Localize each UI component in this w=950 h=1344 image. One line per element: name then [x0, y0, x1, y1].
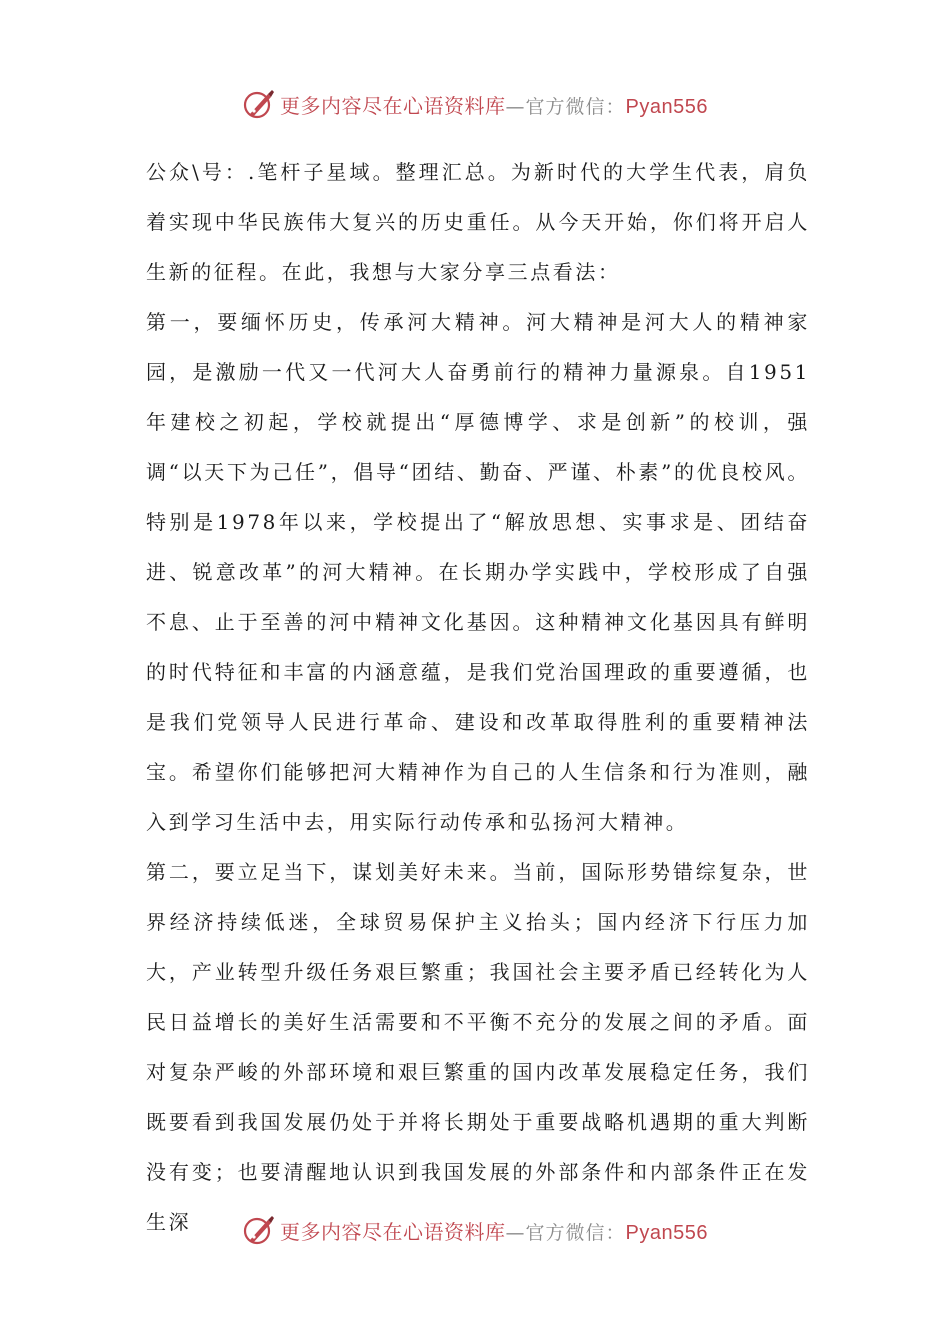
paragraph-first-point: 第一，要缅怀历史，传承河大精神。河大精神是河大人的精神家园，是激励一代又一代河大人奋勇前行的精神力量源泉。自1951年建校之初起，学校就提出“厚德博学、求是创新”的校训，强调“以天下为己任”，倡导“团结、勤奋、严谨、朴素”的优良校风。特别是1978年以来，学校提出了“解放思想、实事求是、团结奋进、锐意改革”的河大精神。在长期办学实践中，学校形成了自强不息、止于至善的河中精神文化基因。这种精神文化基因具有鲜明的时代特征和丰富的内涵意蕴，是我们党治国理政的重要遵循，也是我们党领导人民进行革命、建设和改革取得胜利的重要精神法宝。希望你们能够把河大精神作为自己的人生信条和行为准则，融入到学习生活中去，用实际行动传承和弘扬河大精神。	[146, 310, 810, 834]
footer-dash-text: —官方微信：	[505, 1221, 626, 1244]
header-banner-text	[280, 90, 708, 119]
paragraph-second-point: 第二，要立足当下，谋划美好未来。当前，国际形势错综复杂，世界经济持续低迷，全球贸易保护主义抬头；国内经济下行压力加大，产业转型升级任务艰巨繁重；我国社会主要矛盾已经转化为人民日益增长的美好生活需要和不平衡不充分的发展之间的矛盾。面对复杂严峻的外部环境和艰巨繁重的国内改革发展稳定任务，我们既要看到我国发展仍处于并将长期处于重要战略机遇期的重大判断没有变；也要清醒地认识到我国发展的外部条件和内部条件正在发生深	[146, 860, 810, 1234]
pen-nib-logo-icon	[242, 87, 276, 121]
header-dash-text: —官方微信：	[505, 95, 626, 118]
document-body	[146, 147, 810, 1247]
footer-site-text: 更多内容尽在心语资料库	[280, 1219, 506, 1244]
header-wechat-id: Pyan556	[625, 95, 708, 118]
footer-banner	[0, 1210, 950, 1250]
paragraph-intro: 公众\号：.笔杆子星域。整理汇总。为新时代的大学生代表，肩负着实现中华民族伟大复兴的历史重任。从今天开始，你们将开启人生新的征程。在此，我想与大家分享三点看法：	[146, 160, 810, 284]
footer-wechat-id: Pyan556	[625, 1221, 708, 1244]
pen-nib-logo-icon	[242, 1213, 276, 1247]
header-site-text: 更多内容尽在心语资料库	[280, 93, 506, 118]
header-banner	[0, 84, 950, 124]
footer-banner-text	[280, 1216, 708, 1245]
